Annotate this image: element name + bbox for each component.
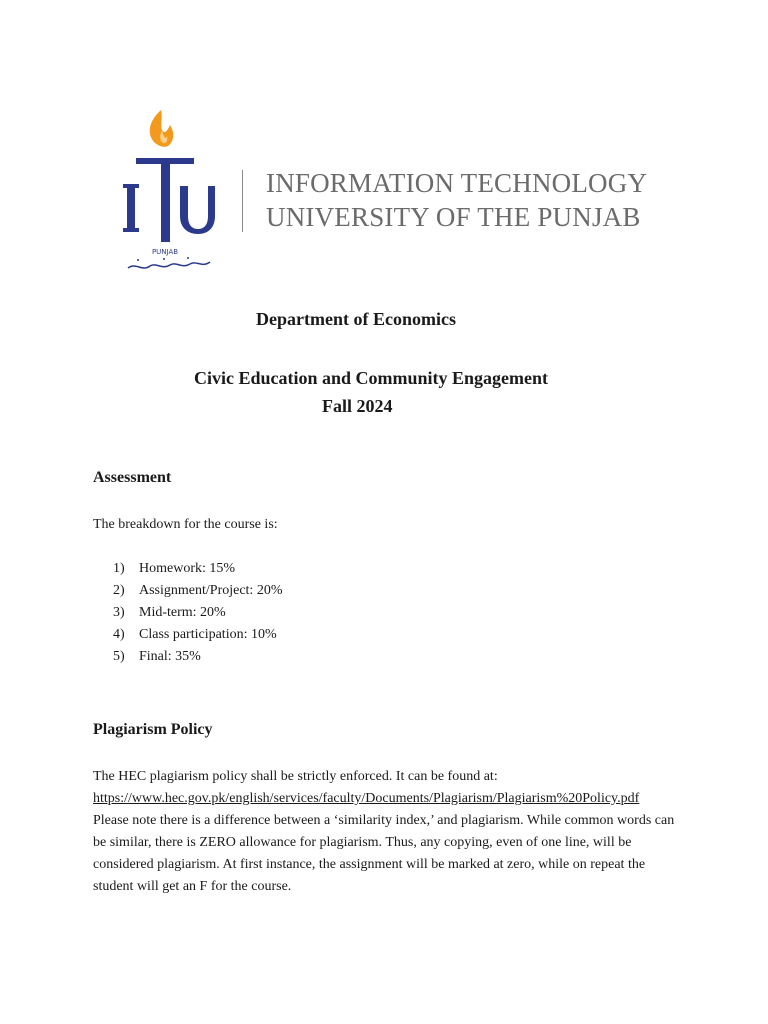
svg-text:PUNJAB: PUNJAB: [151, 248, 179, 256]
hec-policy-link[interactable]: https://www.hec.gov.pk/english/services/faculty/Documents/Plagiarism/Plagiarism%20Policy.pdf: [93, 791, 640, 806]
assessment-heading: Assessment: [93, 469, 172, 486]
assessment-intro: The breakdown for the course is:: [93, 517, 278, 532]
list-item: 1) Homework: 15%: [113, 561, 236, 576]
department-title: Department of Economics: [256, 309, 456, 329]
plagiarism-body: Please note there is a difference between a ‘similarity index,’ and plagiarism. While common words can be similar, there is ZERO allowance for plagiarism. Thus, any copying, even of one line, will be considered plagiarism. At first instance, the assignment will be marked at zero, while on repeat the student will get an F for the course.: [93, 813, 675, 894]
course-title: Civic Education and Community Engagement: [194, 368, 549, 388]
plagiarism-paragraph: [93, 766, 683, 898]
list-item: 4) Class participation: 10%: [113, 627, 277, 642]
list-item: 5) Final: 35%: [113, 649, 201, 664]
itu-logo: [118, 108, 230, 278]
plagiarism-intro: The HEC plagiarism policy shall be strictly enforced. It can be found at:: [93, 769, 498, 784]
flame-icon: [150, 110, 174, 147]
logo-divider: [242, 170, 243, 232]
list-item: 2) Assignment/Project: 20%: [113, 583, 283, 598]
university-name-line2: UNIVERSITY OF THE PUNJAB: [266, 202, 641, 232]
assessment-list: [113, 558, 283, 668]
university-name-line1: INFORMATION TECHNOLOGY: [266, 168, 648, 198]
list-item: 3) Mid-term: 20%: [113, 605, 226, 620]
university-name: [266, 166, 647, 234]
term-title: Fall 2024: [322, 396, 393, 416]
plagiarism-heading: Plagiarism Policy: [93, 721, 213, 738]
